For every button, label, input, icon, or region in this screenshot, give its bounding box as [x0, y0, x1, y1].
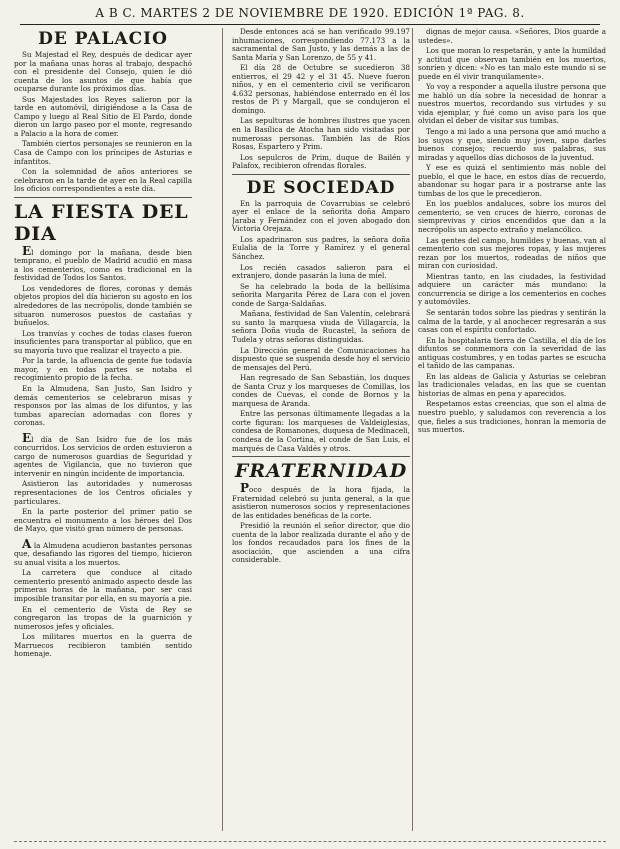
article-paragraph: En los pueblos andaluces, sobre los muros del cementerio, se ven cruces de hierro, coronas de siemprevivas y cirios encendidos que dan a la necrópolis un aspecto extraño y melancólico. [418, 199, 606, 235]
article-paragraph: Los vendedores de flores, coronas y demás objetos propios del día hicieron su agosto en los alrededores de las necrópolis, donde también se situaron numerosos puestos de castañas y buñuelos. [14, 283, 192, 328]
article-paragraph: Asistieron las autoridades y numerosas representaciones de los Centros oficiales y particulares. [14, 479, 192, 506]
article-paragraph: Respetamos estas creencias, que son el alma de nuestro pueblo, y saludamos con reverencia a los que, fieles a sus tradiciones, honran la memoria de sus muertos. [418, 399, 606, 435]
article-paragraph: Sus Majestades los Reyes salieron por la tarde en automóvil, dirigiéndose a la Casa de Campo y luego al Real Sitio de El Pardo, donde dieron un largo paseo por el monte, regresando a Palacio a la hora de comer. [14, 94, 192, 138]
footer-rule [14, 841, 606, 842]
article-paragraph: En la parroquia de Covarrubias se celebró ayer el enlace de la señorita doña Amparo Jaraba y Fernández con el joven abogado don Victoria Orejaza. [232, 198, 410, 234]
article-paragraph: Desde entonces acá se han verificado 99.197 inhumaciones, correspondiendo 77.173 a la sacramental de San Justo, y las demás a las de Santa María y San Lorenzo, de 55 y 41. [232, 28, 410, 62]
article-paragraph: dignas de mejor causa. «Señores, Dios guarde a ustedes». [418, 28, 606, 45]
section-divider [232, 174, 410, 175]
article-paragraph: Por la tarde, la afluencia de gente fue todavía mayor, y en todas partes se notaba el recogimiento propio de la fecha. [14, 356, 192, 383]
article-paragraph: Con la solemnidad de años anteriores se celebraron en la tarde de ayer en la Real capilla los oficios correspondientes a este día. [14, 167, 192, 194]
article-paragraph: Los recién casados salieron para el extranjero, donde pasarán la luna de miel. [232, 262, 410, 281]
article-paragraph: Los tranvías y coches de todas clases fueron insuficientes para transportar al público, que en su mayoría tuvo que realizar el trayecto a pie. [14, 328, 192, 355]
article-paragraph: Los militares muertos en la guerra de Marruecos recibieron también sentido homenaje. [14, 632, 192, 659]
article-paragraph: Las gentes del campo, humildes y buenas, van al cementerio con sus mejores ropas, y las mujeres rezan por los muertos, rodeadas de niños que miran con curiosidad. [418, 235, 606, 271]
article-paragraph: Tengo a mi lado a una persona que amó mucho a los suyos y que, siendo muy joven, supo darles buenos consejos; recuerdo sus palabras, sus miradas y aquellos días dichosos de la juventud. [418, 127, 606, 162]
article-paragraph: Yo voy a responder a aquella ilustre persona que me habló un día sobre la necesidad de honrar a nuestros muertos, recordando sus virtudes y su vida ejemplar, y fué como un aviso para los que olvidan el deber de visitar sus tumbas. [418, 82, 606, 126]
heading-de-sociedad: DE SOCIEDAD [246, 177, 396, 198]
masthead: A B C. MARTES 2 DE NOVIEMBRE DE 1920. EDICIÓN 1ª PAG. 8. [20, 6, 600, 25]
article-paragraph: En la Almudena, San Justo, San Isidro y demás cementerios se celebraron misas y responsos por las almas de los difuntos, y las tumbas aparecían adornadas con flores y coronas. [14, 383, 192, 428]
column-rule [412, 28, 413, 831]
article-paragraph: En la parte posterior del primer patio se encuentra el monumento a los héroes del Dos de Mayo, que visitó gran número de personas. [14, 507, 192, 534]
article-paragraph: El domingo por la mañana, desde bien temprano, el pueblo de Madrid acudió en masa a los cementerios, como es tradicional en la festividad de Todos los Santos. [14, 243, 192, 283]
heading-de-palacio: DE PALACIO [38, 29, 168, 49]
article-paragraph: El día de San Isidro fue de los más concurridos. Los servicios de orden estuvieron a cargo de numerosos guardias de Seguridad y agentes de Vigilancia, que no tuvieron que intervenir en ningún incidente de importancia. [14, 430, 192, 478]
column-1 [14, 28, 192, 831]
article-paragraph: A la Almudena acudieron bastantes personas que, desafiando las rigores del tiempo, hicieron su anual visita a los muertos. [14, 536, 192, 567]
article-paragraph: Se sentarán todos sobre las piedras y sentirán la calma de la tarde, y al anochecer regresarán a sus casas con el espíritu confortado. [418, 307, 606, 335]
article-paragraph: Se ha celebrado la boda de la bellísima señorita Margarita Pérez de Lara con el joven conde de Sarga-Saldañas. [232, 281, 410, 308]
article-paragraph: Y ese es quizá el sentimiento más noble del pueblo, el que le hace, en estos días de recuerdo, abandonar su hogar para ir a postrarse ante las tumbas de los que le precedieron. [418, 163, 606, 198]
article-paragraph: Su Majestad el Rey, después de dedicar ayer por la mañana unas horas al trabajo, despachó con el presidente del Consejo, quien le dió cuenta de los asuntos de que había que ocuparse durante los próximos días. [14, 50, 192, 94]
article-paragraph: Entre las personas últimamente llegadas a la corte figuran: los marqueses de Valdeiglesias, condesa de Romanones, duquesa de Medinaceli, condesa de la Cortina, el conde de San Luis, el marqués de Casa Valdés y otros. [232, 409, 410, 453]
article-paragraph: Los sepulcros de Prim, duque de Bailén y Palafox, recibieron ofrendas florales. [232, 152, 410, 171]
column-3 [418, 28, 606, 831]
article-paragraph: Mañana, festividad de San Valentín, celebrará su santo la marquesa viuda de Villagarcía, la señora Doña viuda de Rucastel, la señora de Tudela y otras señoras distinguidas. [232, 309, 410, 344]
heading-la-fiesta-del-dia: LA FIESTA DEL DIA [14, 200, 189, 245]
article-paragraph: En las aldeas de Galicia y Asturias se celebran las tradicionales veladas, en las que se cuentan historias de almas en pena y aparecidos. [418, 371, 606, 398]
article-paragraph: La Dirección general de Comunicaciones ha dispuesto que se suspenda desde hoy el servicio de mensajes del Perú. [232, 345, 410, 372]
article-paragraph: Presidió la reunión el señor director, que dio cuenta de la labor realizada durante el año y de los fondos recaudados para los fines de la asociación, que ascienden a una cifra considerable. [232, 521, 410, 565]
heading-fraternidad: FRATERNIDAD [234, 460, 408, 483]
article-paragraph: En la hospitalaria tierra de Castilla, el día de los difuntos se conmemora con la severidad de las antiguas costumbres, y en todas partes se escucha el tañido de las campanas. [418, 335, 606, 371]
article-paragraph: Poco después de la hora fijada, la Fraternidad celebró su junta general, a la que asistieron numerosos socios y representaciones de las entidades benéficas de la corte. [232, 481, 410, 520]
article-paragraph: Las sepulturas de hombres ilustres que yacen en la Basílica de Atocha han sido visitadas por numerosas personas. También las de Ríos Rosas, Espartero y Prim. [232, 116, 410, 152]
column-rule [222, 28, 223, 831]
article-paragraph: El día 28 de Octubre se sucedieron 38 entierros, el 29 42 y el 31 45. Nueve fueron niños, y en el cementerio civil se verificaron 4.632 personas, habiéndose enterrado en él los restos de Pi y Margall, que se condujeron el domingo. [232, 63, 410, 115]
column-2 [232, 28, 410, 831]
article-paragraph: En el cementerio de Vista de Rey se congregaron las tropas de la guarnición y numerosos jefes y oficiales. [14, 604, 192, 631]
section-divider [232, 456, 410, 457]
article-paragraph: Mientras tanto, en las ciudades, la festividad adquiere un carácter más mundano: la concurrencia se dirige a los cementerios en coches y automóviles. [418, 271, 606, 307]
section-divider [14, 197, 192, 198]
article-paragraph: También ciertos personajes se reunieron en la Casa de Campo con los príncipes de Asturias e infantitos. [14, 139, 192, 166]
article-paragraph: La carretera que conduce al citado cementerio presentó animado aspecto desde las primeras horas de la mañana, por ser casi imposible transitar por ella, en su mayoría a pie. [14, 568, 192, 603]
article-paragraph: Han regresado de San Sebastián, los duques de Santa Cruz y los marqueses de Comillas, los condes de Cuevas, el conde de Bornos y la marquesa de Aranda. [232, 373, 410, 408]
article-paragraph: Los apadrinaron sus padres, la señora doña Eulalia de la Torre y Ramírez y el general Sánchez. [232, 234, 410, 262]
article-paragraph: Los que moran lo respetarán, y ante la humildad y actitud que observan también en los muertos, sonríen y dicen: «No es tan malo este mundo si se puede en él vivir tranquilamente». [418, 46, 606, 81]
